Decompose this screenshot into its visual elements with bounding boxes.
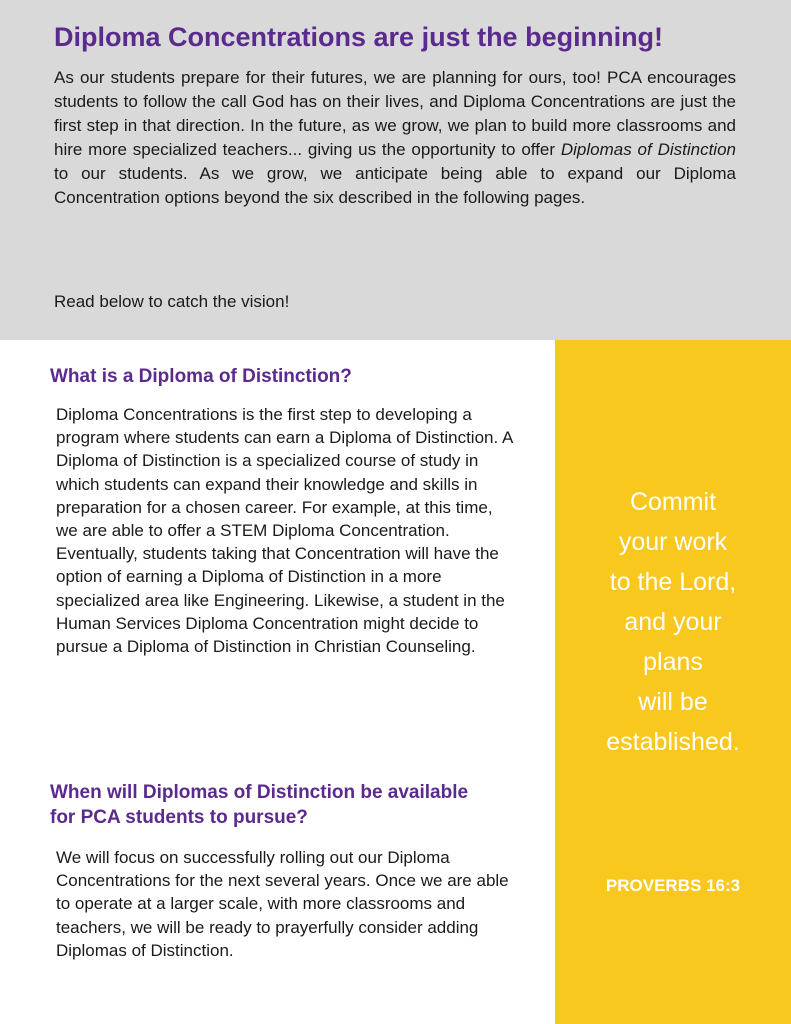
section-heading-when: When will Diplomas of Distinction be available for PCA students to pursue? [50,782,469,828]
quote-line: Commit [629,488,717,516]
intro-band [0,0,791,340]
intro-text-part1: As our students prepare for their futures, we are planning for ours, too! PCA encourages students to follow the call God has on their lives, and Diploma Concentrations are just the first step in that direction. In the future, as we grow, we plan to build more classrooms and hire more specialized teachers... giving us the opportunity to offer [54,68,736,159]
quote-sidebar [555,340,791,1024]
quote-line: will be [638,688,708,716]
intro-text-part2: to our students. As we grow, we anticipate being able to expand our Diploma Concentration options beyond the six described in the following pages. [54,164,736,207]
section-body-when: We will focus on successfully rolling out our Diploma Concentrations for the next several years. Once we are able to operate at a larger scale, with more classrooms and teachers, we will be ready to prayerfully consider adding Diplomas of Distinction. [56,848,509,960]
quote-line: to the Lord, [609,568,737,596]
quote-line: your work [618,528,728,556]
quote-line: established. [606,728,740,756]
page-title: Diploma Concentrations are just the beginning! [54,22,664,52]
intro-emphasis: Diplomas of Distinction [560,140,736,159]
section-body-what: Diploma Concentrations is the first step to developing a program where students can earn a Diploma of Distinction. A Diploma of Distinction is a specialized course of study in which students can expand their knowledge and skills in preparation for a chosen career. For example, at this time, we are able to offer a STEM Diploma Concentration. Eventually, students taking that Concentration will have the option of earning a Diploma of Distinction in a more specialized area like Engineering. Likewise, a student in the Human Services Diploma Concentration might decide to pursue a Diploma of Distinction in Christian Counseling. [56,405,513,657]
vision-callout: Read below to catch the vision! [54,292,290,311]
section-heading-what: What is a Diploma of Distinction? [50,366,352,387]
scripture-quote [555,482,791,762]
intro-paragraph [54,66,736,210]
scripture-reference: PROVERBS 16:3 [605,876,741,895]
quote-line: and your [624,608,722,636]
quote-line: plans [643,648,703,676]
